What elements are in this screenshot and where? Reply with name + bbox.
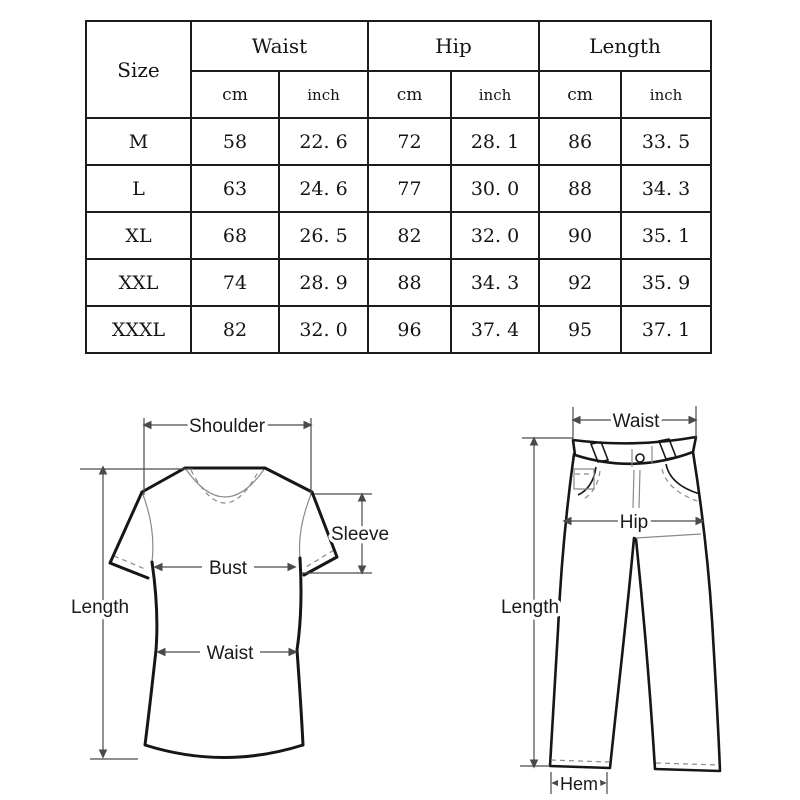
size-cell: XXL	[86, 259, 191, 306]
measurement-cell: 32. 0	[279, 306, 368, 353]
column-header-waist: Waist	[191, 21, 368, 71]
column-header-hip: Hip	[368, 21, 539, 71]
waist-button	[636, 454, 644, 462]
measurement-cell: 86	[539, 118, 621, 165]
measurement-cell: 82	[191, 306, 279, 353]
measurement-cell: 58	[191, 118, 279, 165]
pocket-stitch-left	[582, 471, 600, 500]
column-header-size: Size	[86, 21, 191, 118]
tshirt-collar-outer	[185, 468, 265, 497]
unit-header-waist-inch: inch	[279, 71, 368, 118]
measurement-cell: 37. 4	[451, 306, 539, 353]
pants-waistband	[573, 437, 696, 464]
tshirt-drawing	[110, 468, 337, 758]
measurement-cell: 88	[539, 165, 621, 212]
measurement-cell: 68	[191, 212, 279, 259]
measurement-cell: 82	[368, 212, 451, 259]
tshirt-cuff-stitch-right	[306, 550, 334, 567]
measurement-cell: 96	[368, 306, 451, 353]
measurement-cell: 28. 9	[279, 259, 368, 306]
tshirt-armhole-right	[300, 492, 313, 558]
fly-line-left	[633, 470, 634, 508]
table-row-l	[86, 165, 711, 212]
measurement-cell: 92	[539, 259, 621, 306]
unit-header-waist-cm: cm	[191, 71, 279, 118]
measurement-cell: 77	[368, 165, 451, 212]
size-cell: XXXL	[86, 306, 191, 353]
tshirt-diagram	[40, 390, 430, 790]
coin-pocket	[574, 469, 594, 489]
measurement-cell: 95	[539, 306, 621, 353]
measurement-cell: 34. 3	[451, 259, 539, 306]
size-cell: M	[86, 118, 191, 165]
crotch-seam-line	[636, 534, 701, 538]
measurement-cell: 72	[368, 118, 451, 165]
measurement-cell: 74	[191, 259, 279, 306]
sleeve-label: Sleeve	[330, 524, 390, 545]
column-header-length: Length	[539, 21, 711, 71]
pants-dimensions	[501, 406, 703, 794]
size-chart-table	[85, 20, 712, 354]
hip-label: Hip	[619, 512, 649, 533]
measurement-cell: 35. 1	[621, 212, 711, 259]
header-row-groups	[86, 21, 711, 71]
table-row-m	[86, 118, 711, 165]
shirt-length-label: Length	[70, 597, 130, 618]
shirt-waist-label: Waist	[206, 643, 254, 664]
measurement-cell: 33. 5	[621, 118, 711, 165]
unit-header-hip-inch: inch	[451, 71, 539, 118]
tshirt-armhole-left	[142, 492, 153, 562]
unit-header-length-inch: inch	[621, 71, 711, 118]
unit-header-length-cm: cm	[539, 71, 621, 118]
measurement-cell: 34. 3	[621, 165, 711, 212]
measurement-cell: 22. 6	[279, 118, 368, 165]
measurement-cell: 28. 1	[451, 118, 539, 165]
measurement-cell: 35. 9	[621, 259, 711, 306]
measurement-cell: 30. 0	[451, 165, 539, 212]
measurement-cell: 26. 5	[279, 212, 368, 259]
table-row-xxl	[86, 259, 711, 306]
size-cell: L	[86, 165, 191, 212]
pants-diagram	[450, 390, 800, 800]
pants-drawing	[550, 437, 720, 771]
bust-label: Bust	[208, 558, 248, 579]
measurement-cell: 32. 0	[451, 212, 539, 259]
measurement-cell: 24. 6	[279, 165, 368, 212]
pants-waist-label: Waist	[612, 411, 660, 432]
hem-stitch-right	[656, 763, 719, 765]
table-row-xxxl	[86, 306, 711, 353]
measurement-cell: 88	[368, 259, 451, 306]
unit-header-hip-cm: cm	[368, 71, 451, 118]
measurement-cell: 90	[539, 212, 621, 259]
shoulder-label: Shoulder	[188, 416, 266, 437]
size-cell: XL	[86, 212, 191, 259]
fly-line-right	[639, 470, 640, 508]
tshirt-outline	[110, 468, 337, 758]
measurement-cell: 63	[191, 165, 279, 212]
table-row-xl	[86, 212, 711, 259]
measurement-cell: 37. 1	[621, 306, 711, 353]
hem-label: Hem	[559, 774, 599, 794]
hem-stitch-left	[551, 760, 609, 762]
pants-length-label: Length	[500, 597, 560, 618]
